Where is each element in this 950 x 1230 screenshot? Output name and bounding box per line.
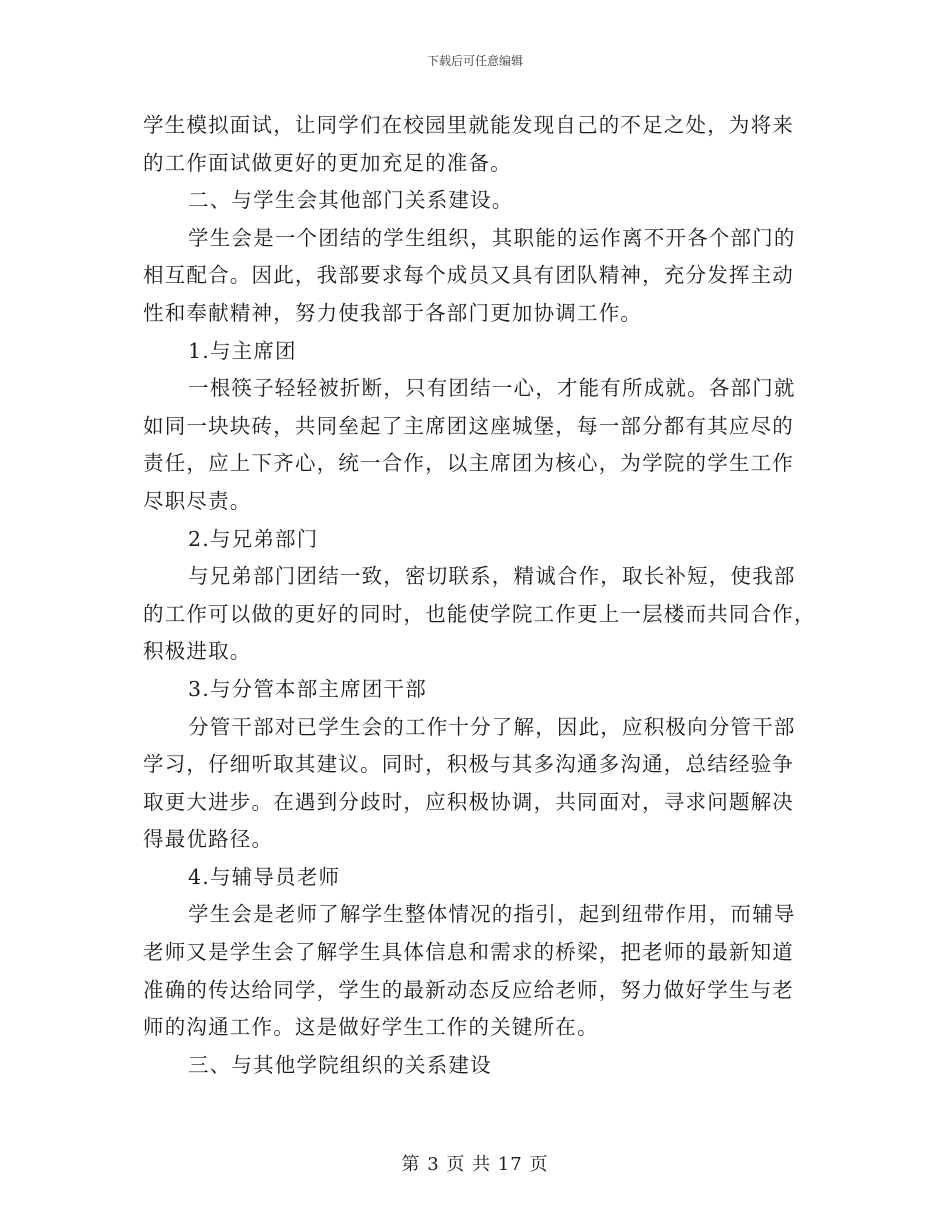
text-line: 师的沟通工作。这是做好学生工作的关键所在。: [143, 1015, 599, 1040]
text-line: 得最优路径。: [143, 827, 274, 852]
text-line: 积极进取。: [143, 639, 252, 664]
document-body: [143, 107, 816, 1084]
text-line: 责任，应上下齐心，统一合作，以主席团为核心，为学院的学生工作: [143, 451, 794, 476]
text-line: 性和奉献精神，努力使我部于各部门更加协调工作。: [143, 300, 643, 325]
page-header: 下载后可任意编辑: [426, 54, 523, 68]
text-line: 学生会是老师了解学生整体情况的指引，起到纽带作用，而辅导: [188, 902, 796, 927]
text-line: 老师又是学生会了解学生具体信息和需求的桥梁，把老师的最新知道: [143, 940, 794, 965]
page-number: 第 3 页 共 17 页: [401, 1154, 549, 1175]
subsection-heading: 1.与主席团: [188, 338, 297, 363]
text-line: 学习，仔细听取其建议。同时，积极与其多沟通多沟通，总结经验争: [143, 752, 794, 777]
text-line: 相互配合。因此，我部要求每个成员又具有团队精神，充分发挥主动: [143, 263, 794, 288]
text-line: 分管干部对已学生会的工作十分了解，因此，应积极向分管干部: [188, 714, 796, 739]
text-line: 取更大进步。在遇到分歧时，应积极协调，共同面对，寻求问题解决: [143, 789, 794, 814]
text-line: 学生模拟面试，让同学们在校园里就能发现自己的不足之处，为将来: [143, 113, 794, 137]
section-heading: 三、与其他学院组织的关系建设: [188, 1052, 492, 1077]
text-line: 如同一块块砖，共同垒起了主席团这座城堡，每一部分都有其应尽的: [143, 413, 794, 438]
text-line: 与兄弟部门团结一致，密切联系，精诚合作，取长补短，使我部: [188, 564, 796, 589]
subsection-heading: 3.与分管本部主席团干部: [188, 676, 427, 701]
section-heading: 二、与学生会其他部门关系建设。: [188, 188, 514, 213]
text-line: 的工作可以做的更好的同时，也能使学院工作更上一层楼而共同合作，: [143, 601, 816, 626]
text-line: 尽职尽责。: [143, 488, 252, 513]
subsection-heading: 2.与兄弟部门: [188, 526, 319, 551]
text-line: 的工作面试做更好的更加充足的准备。: [143, 150, 512, 175]
text-line: 准确的传达给同学，学生的最新动态反应给老师，努力做好学生与老: [143, 977, 794, 1002]
text-line: 一根筷子轻轻被折断，只有团结一心，才能有所成就。各部门就: [188, 376, 796, 401]
subsection-heading: 4.与辅导员老师: [188, 864, 341, 889]
text-line: 学生会是一个团结的学生组织，其职能的运作离不开各个部门的: [188, 225, 796, 250]
